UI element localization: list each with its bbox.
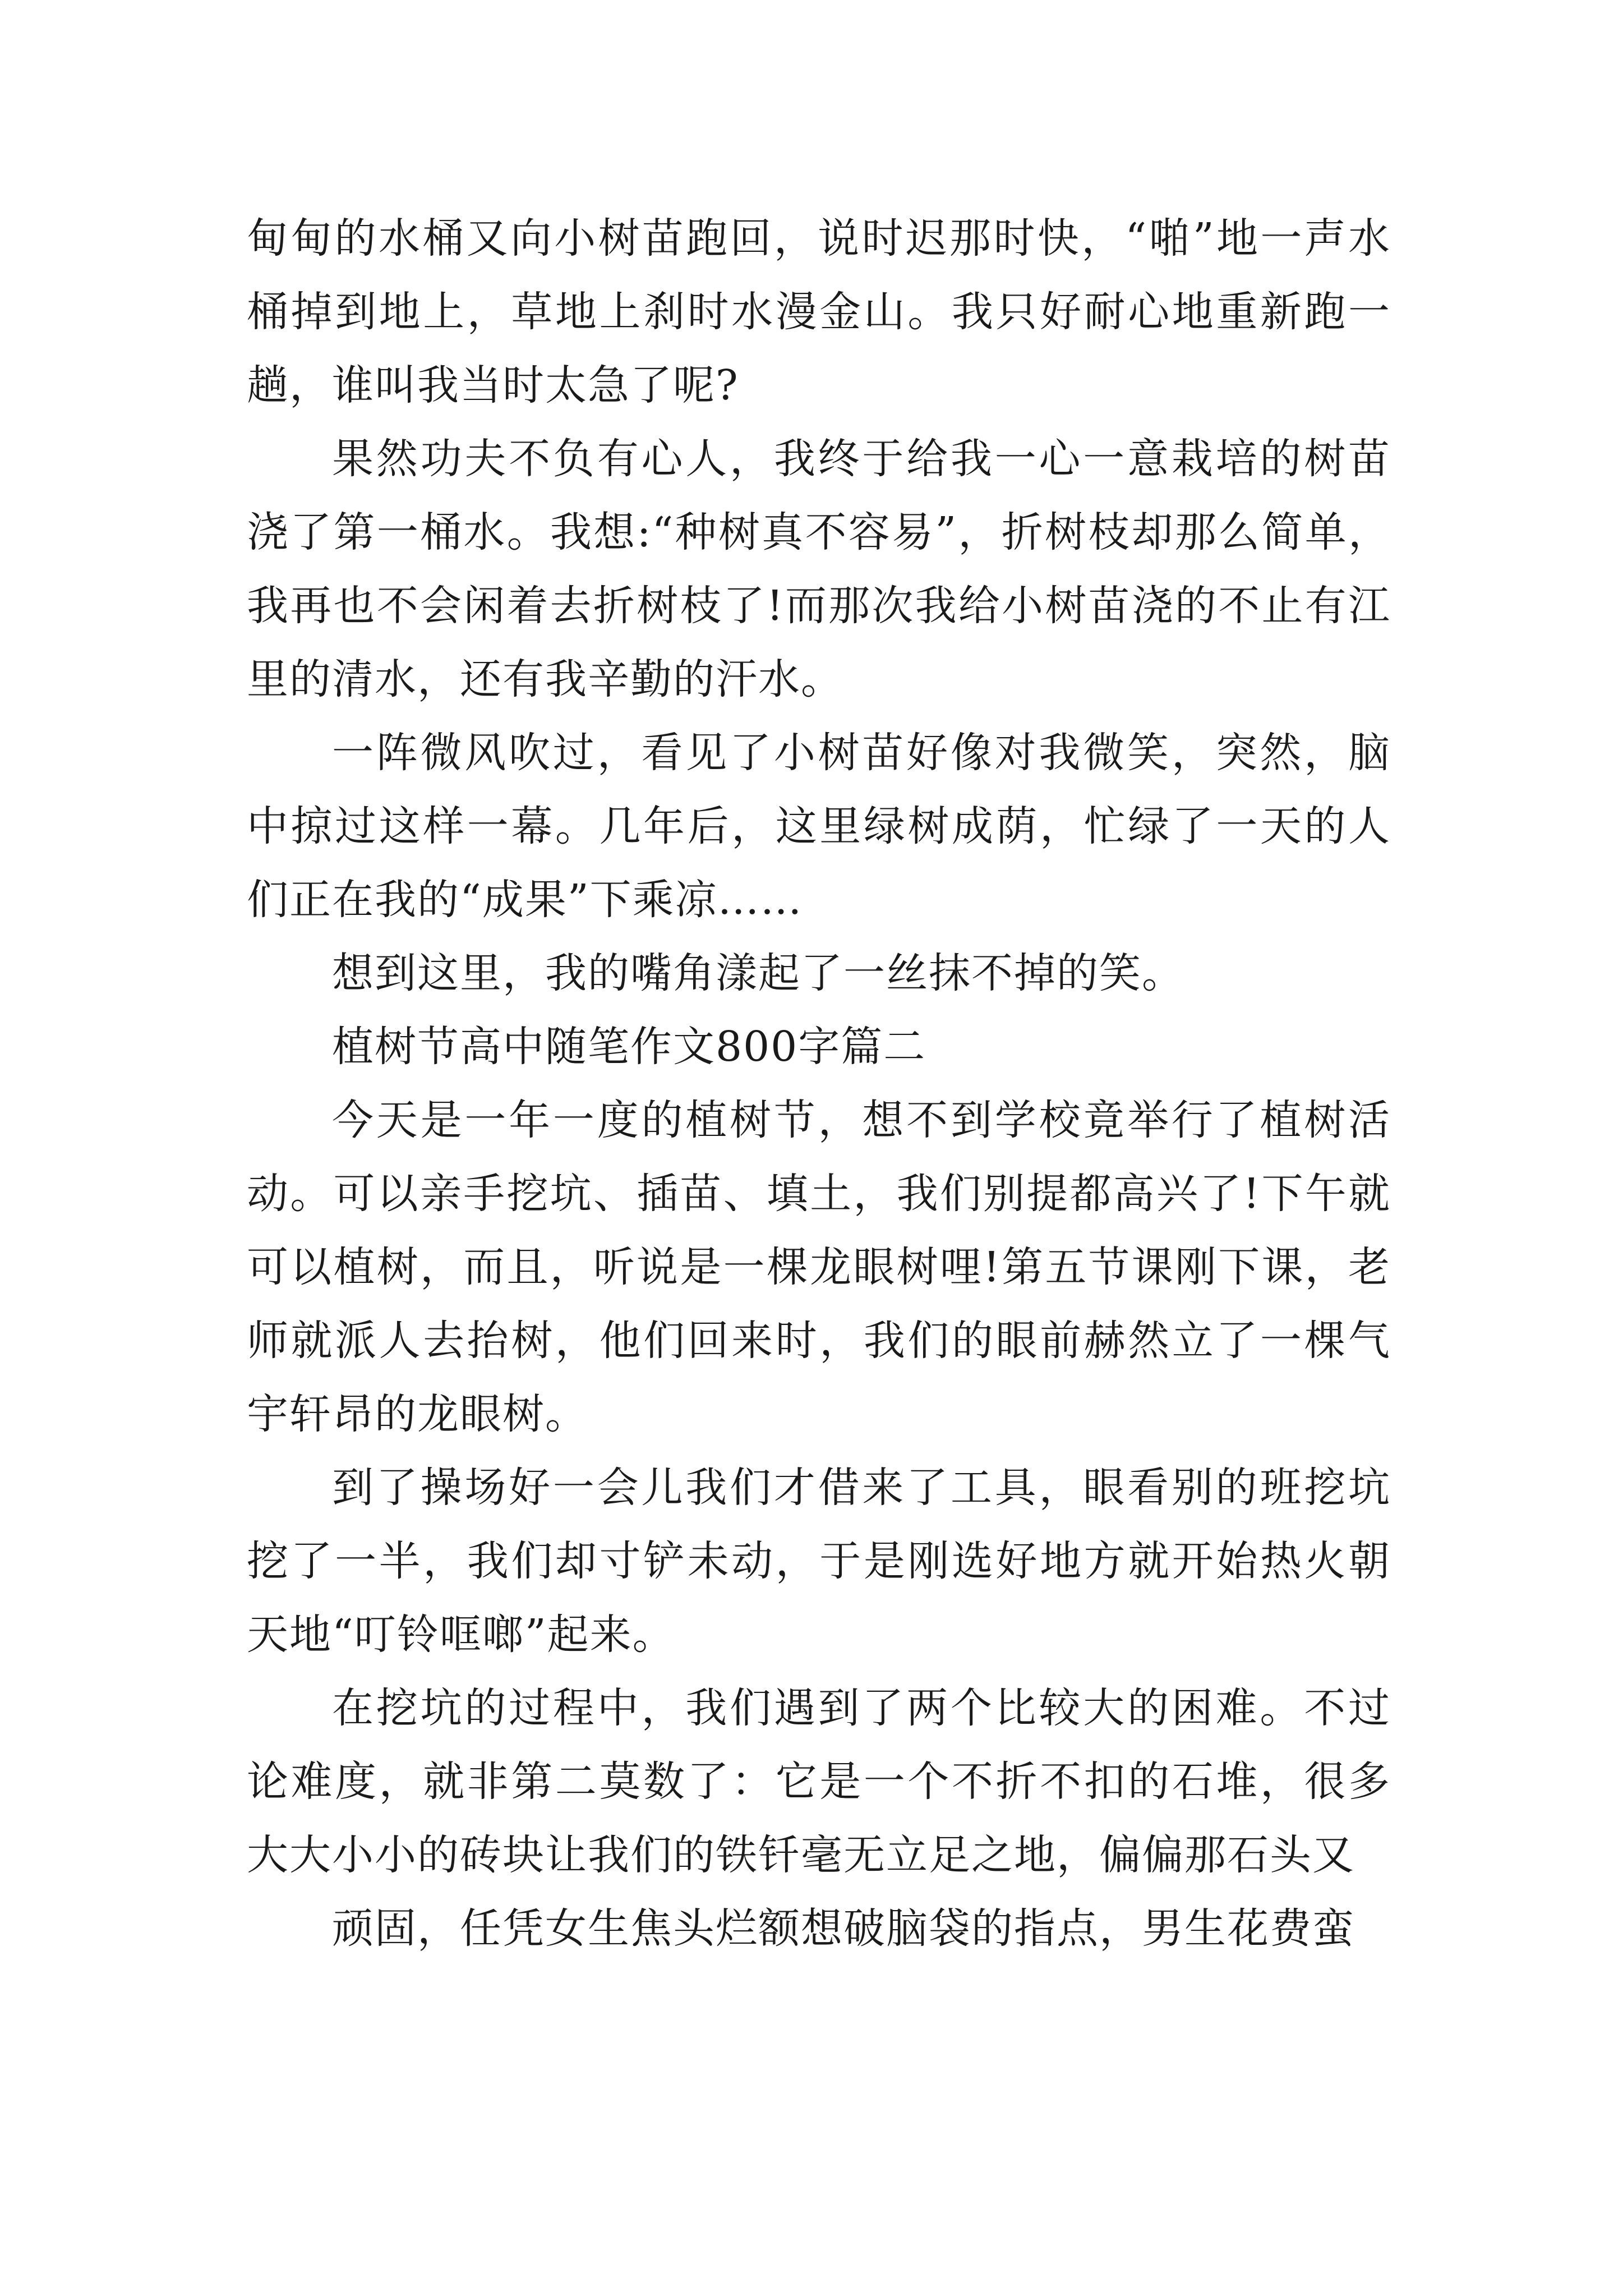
paragraph-continued: 甸甸的水桶又向小树苗跑回，说时迟那时快，“啪”地一声水桶掉到地上，草地上刹时水漫金山。我只好耐心地重新跑一趟，谁叫我当时太急了呢? [247,214,1391,409]
paragraph: 一阵微风吹过，看见了小树苗好像对我微笑，突然，脑中掠过这样一幕。几年后，这里绿树成荫，忙绿了一天的人们正在我的“成果”下乘凉…… [247,729,1391,924]
article-body [247,202,1391,1966]
paragraph: 今天是一年一度的植树节，想不到学校竟举行了植树活动。可以亲手挖坑、插苗、填土，我们别提都高兴了!下午就可以植树，而且，听说是一棵龙眼树哩!第五节课刚下课，老师就派人去抬树，他们回来时，我们的眼前赫然立了一棵气宇轩昂的龙眼树。 [247,1096,1391,1438]
paragraph: 顽固，任凭女生焦头烂额想破脑袋的指点，男生花费蛮 [332,1904,1355,1953]
paragraph: 果然功夫不负有心人，我终于给我一心一意栽培的树苗浇了第一桶水。我想:“种树真不容易”，折树枝却那么简单，我再也不会闲着去折树枝了!而那次我给小树苗浇的不止有江里的清水，还有我辛勤的汗水。 [247,435,1391,703]
paragraph: 在挖坑的过程中，我们遇到了两个比较大的困难。不过论难度，就非第二莫数了：它是一个不折不扣的石堆，很多大大小小的砖块让我们的铁钎毫无立足之地，偏偏那石头又 [247,1684,1391,1879]
section-heading: 植树节高中随笔作文800字篇二 [332,1023,926,1071]
paragraph: 想到这里，我的嘴角漾起了一丝抹不掉的笑。 [332,949,1184,997]
paragraph: 到了操场好一会儿我们才借来了工具，眼看别的班挖坑挖了一半，我们却寸铲未动，于是刚选好地方就开始热火朝天地“叮铃哐啷”起来。 [247,1464,1391,1659]
